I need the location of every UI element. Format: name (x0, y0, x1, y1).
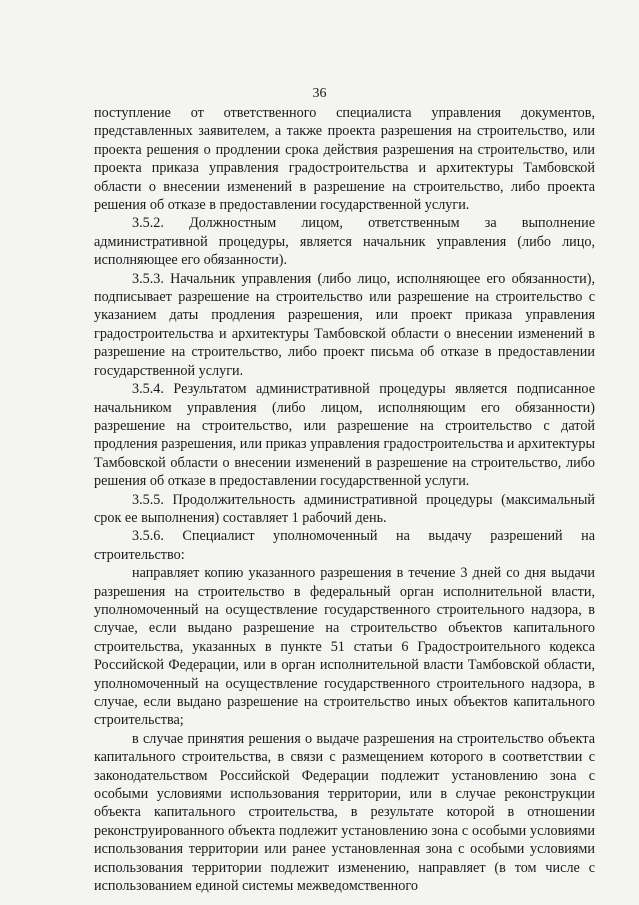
paragraph-3-5-2: 3.5.2. Должностным лицом, ответственным за выполнение административной процедуры, является начальник управления (либо лицо, исполняющее его обязанности). (94, 215, 595, 269)
paragraph-send-copy: направляет копию указанного разрешения в течение 3 дней со дня выдачи разрешения на строительство в федеральный орган исполнительной власти, уполномоченный на осуществление государственного строительного надзора, в случае, если выдано разрешение на строительство объектов капитального строительства, указанных в пункте 51 статьи 6 Градостроительного кодекса Российской Федерации, или в орган исполнительной власти Тамбовской области, уполномоченный на осуществление государственного строительного надзора, в случае, если выдано разрешение на строительство иных объектов капитального строительства; (94, 565, 595, 729)
paragraph-continuation: поступление от ответственного специалиста управления документов, представленных заявителем, а также проекта разрешения на строительство, или проекта решения о продлении срока действия разрешения на строительство, или проекта приказа управления градостроительства и архитектуры Тамбовской области о внесении изменений в разрешение на строительство, либо проекта решения об отказе в предоставлении государственной услуги. (94, 105, 595, 214)
paragraph-3-5-5: 3.5.5. Продолжительность административной процедуры (максимальный срок ее выполнения) составляет 1 рабочий день. (94, 491, 595, 526)
page-number: 36 (312, 86, 327, 101)
paragraph-3-5-4: 3.5.4. Результатом административной процедуры является подписанное начальником управления (либо лицом, исполняющим его обязанности) разрешение на строительство, или разрешение на строительство с датой продления разрешения, или приказ управления градостроительства и архитектуры Тамбовской области о внесении изменений в разрешение на строительство, либо решения об отказе в предоставлении государственной услуги. (94, 381, 595, 490)
paragraph-special-zones: в случае принятия решения о выдаче разрешения на строительство объекта капитального строительства, в связи с размещением которого в соответствии с законодательством Российской Федерации подлежит установлению зона с особыми условиями использования территории, или в случае реконструкции объекта капитального строительства, в результате которой в отношении реконструированного объекта подлежит установлению зона с особыми условиями использования территории или ранее установленная зона с особыми условиями использования территории подлежит изменению, направляет (в том числе с использованием единой системы межведомственного (94, 730, 595, 895)
paragraph-3-5-3: 3.5.3. Начальник управления (либо лицо, исполняющее его обязанности), подписывает разрешение на строительство или разрешение на строительство с указанием даты продления разрешения, или проект приказа управления градостроительства и архитектуры Тамбовской области о внесении изменений в разрешение на строительство, либо проект письма об отказе в предоставлении государственной услуги. (94, 270, 595, 379)
paragraph-3-5-6: 3.5.6. Специалист уполномоченный на выдачу разрешений на строительство: (94, 528, 595, 563)
document-body (94, 104, 595, 895)
